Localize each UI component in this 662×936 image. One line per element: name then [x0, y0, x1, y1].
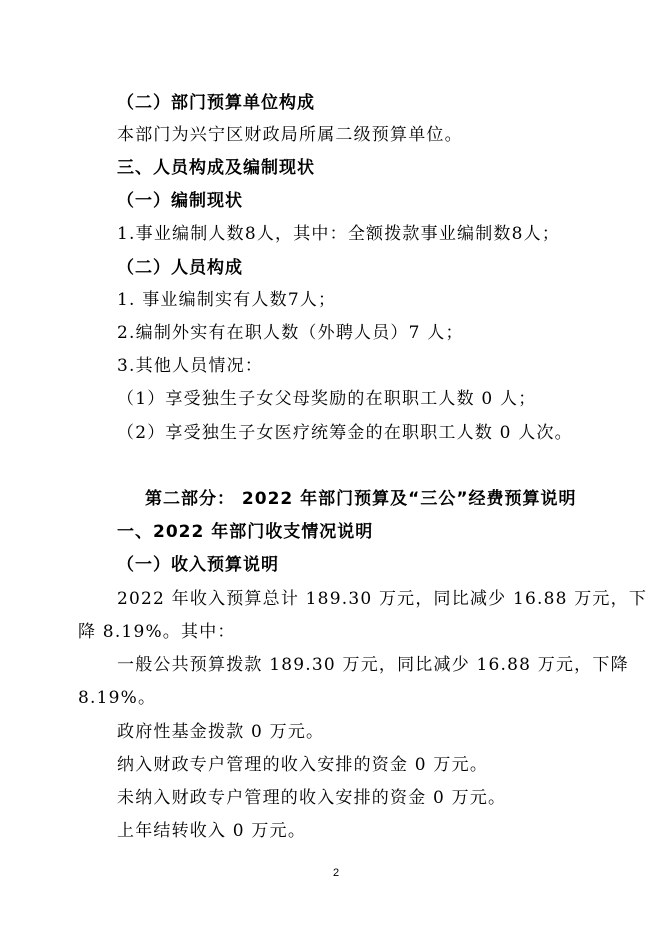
- page-number: 2: [333, 867, 340, 879]
- personnel-composition-heading: 三、人员构成及编制现状: [117, 158, 315, 178]
- personnel-heading: （二）人员构成: [117, 258, 243, 278]
- part-two-title: 第二部分： 2022 年部门预算及“三公”经费预算说明: [145, 489, 577, 509]
- budget-unit-text: 本部门为兴宁区财政局所属二级预算单位。: [117, 125, 463, 145]
- income-total-line-2: 降 8.19%。其中：: [78, 622, 236, 642]
- carryover-line: 上年结转收入 0 万元。: [117, 821, 307, 841]
- revenue-expenditure-heading: 一、2022 年部门收支情况说明: [117, 522, 374, 542]
- income-budget-heading: （一）收入预算说明: [117, 555, 279, 575]
- income-total-line-1: 2022 年收入预算总计 189.30 万元，同比减少 16.88 万元，下: [117, 589, 648, 609]
- personnel-item-3-sub-1: （1）享受独生子女父母奖励的在职职工人数 0 人；: [117, 389, 537, 409]
- personnel-item-1: 1. 事业编制实有人数7人；: [117, 290, 337, 310]
- budget-unit-heading: （二）部门预算单位构成: [117, 93, 315, 113]
- general-budget-line-2: 8.19%。: [78, 688, 157, 708]
- personnel-item-2: 2.编制外实有在职人数（外聘人员）7 人；: [117, 323, 464, 343]
- gov-fund-line: 政府性基金拨款 0 万元。: [117, 722, 325, 742]
- general-budget-line-1: 一般公共预算拨款 189.30 万元，同比减少 16.88 万元，下降: [117, 655, 629, 675]
- staffing-item-1: 1.事业编制人数8人，其中：全额拨款事业编制数8人；: [117, 224, 561, 244]
- non-special-account-line: 未纳入财政专户管理的收入安排的资金 0 万元。: [117, 788, 507, 808]
- personnel-item-3-sub-2: （2）享受独生子女医疗统筹金的在职职工人数 0 人次。: [117, 423, 573, 443]
- personnel-item-3: 3.其他人员情况：: [117, 356, 264, 376]
- special-account-line: 纳入财政专户管理的收入安排的资金 0 万元。: [117, 755, 489, 775]
- staffing-status-heading: （一）编制现状: [117, 191, 243, 211]
